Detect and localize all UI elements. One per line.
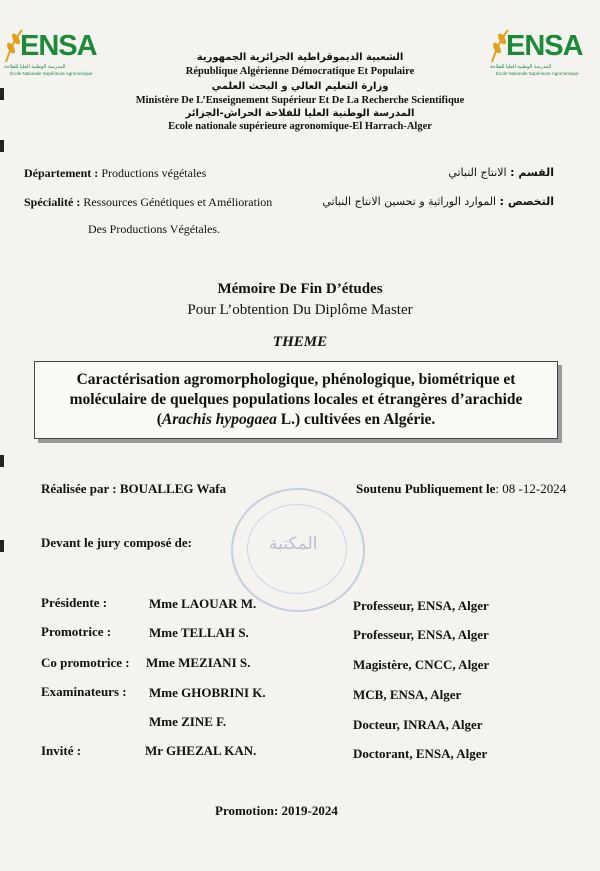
theme-title-box — [34, 361, 558, 439]
jury-role: Invité : — [41, 743, 82, 758]
ministry-french: Ministère De L’Enseignement Supérieur Et De La Recherche Scientifique — [135, 95, 465, 106]
jury-intro: Devant le jury composé de: — [41, 535, 192, 550]
jury-name: Mme MEZIANI S. — [146, 655, 251, 670]
jury-role: Promotrice : — [41, 624, 112, 639]
theme-line-3-rest: L.) cultivées en Algérie. — [276, 411, 436, 428]
specialty-ar-label: التخصص : — [499, 195, 554, 208]
memoire-subtitle: Pour L’obtention Du Diplôme Master — [187, 302, 413, 318]
jury-position: Doctorant, ENSA, Alger — [353, 746, 488, 761]
defense-line — [356, 481, 566, 497]
author-line: Réalisée par : BOUALLEG Wafa — [41, 481, 227, 496]
scan-mark — [0, 540, 4, 552]
logo-text: ENSA — [506, 30, 583, 62]
jury-name: Mr GHEZAL KAN. — [145, 743, 257, 758]
theme-open-paren: ( — [156, 411, 162, 428]
specialty-arabic — [322, 195, 554, 208]
theme-line-1: Caractérisation agromorphologique, phénologique, biométrique et — [76, 371, 516, 388]
department-arabic — [448, 166, 554, 179]
specialty-label: Spécialité : — [24, 195, 81, 209]
specialty-ar-value: الموارد الوراثية و تحسين الانتاج النباتي — [322, 195, 500, 208]
defense-date: : 08 -12-2024 — [495, 481, 567, 496]
department-ar-label: القسم : — [510, 166, 554, 179]
specialty-line — [24, 195, 272, 210]
specialty-value-2: Des Productions Végétales. — [88, 222, 221, 236]
department-value: Productions végétales — [98, 166, 207, 180]
republic-french: République Algérienne Démocratique Et Populaire — [185, 66, 415, 77]
jury-name: Mme LAOUAR M. — [149, 596, 257, 611]
republic-arabic: الشعبية الديموقراطية الجزائرية الجمهورية — [196, 52, 404, 63]
logo-arabic: المدرسة الوطنية العليا للفلاحة — [490, 64, 552, 70]
memoire-title: Mémoire De Fin D’études — [217, 281, 383, 297]
library-stamp — [231, 488, 365, 612]
department-ar-value: الانتاج النباتي — [448, 166, 511, 179]
logo-french: École Nationale Supérieure Agronomique — [496, 71, 579, 76]
ministry-arabic: وزارة التعليم العالي و البحث العلمي — [211, 81, 389, 92]
department-line — [24, 166, 206, 181]
jury-role: Présidente : — [41, 595, 108, 610]
jury-position: MCB, ENSA, Alger — [353, 687, 462, 702]
jury-role: Examinateurs : — [41, 684, 127, 699]
logo-arabic: المدرسة الوطنية العليا للفلاحة — [4, 64, 66, 70]
theme-line-3 — [35, 410, 557, 430]
school-arabic: المدرسة الوطنية العليا للفلاحة الحراش-الجزائر — [185, 108, 415, 119]
jury-position: Docteur, INRAA, Alger — [353, 717, 483, 732]
jury-position: Magistère, CNCC, Alger — [353, 657, 490, 672]
jury-role: Co promotrice : — [41, 655, 130, 670]
promotion: Promotion: 2019-2024 — [215, 803, 338, 818]
jury-name: Mme ZINE F. — [149, 714, 227, 729]
species-name: Arachis hypogaea — [161, 411, 277, 428]
jury-position: Professeur, ENSA, Alger — [353, 627, 489, 642]
defense-label: Soutenu Publiquement le — [356, 481, 496, 496]
jury-name: Mme TELLAH S. — [149, 625, 249, 640]
jury-position: Professeur, ENSA, Alger — [353, 598, 489, 613]
logo-french: École Nationale Supérieure Agronomique — [10, 71, 93, 76]
logo-text: ENSA — [20, 30, 97, 62]
scan-mark — [0, 140, 4, 152]
jury-name: Mme GHOBRINI K. — [149, 685, 266, 700]
department-label: Département : — [24, 166, 99, 180]
theme-label: THEME — [272, 334, 328, 350]
scan-mark — [0, 455, 4, 467]
theme-line-2: moléculaire de quelques populations locales et étrangères d’arachide — [69, 391, 523, 408]
specialty-value: Ressources Génétiques et Amélioration — [80, 195, 273, 209]
school-french: Ecole nationale supérieure agronomique-El Harrach-Alger — [168, 121, 432, 132]
stamp-text: المكتبة — [269, 534, 318, 554]
